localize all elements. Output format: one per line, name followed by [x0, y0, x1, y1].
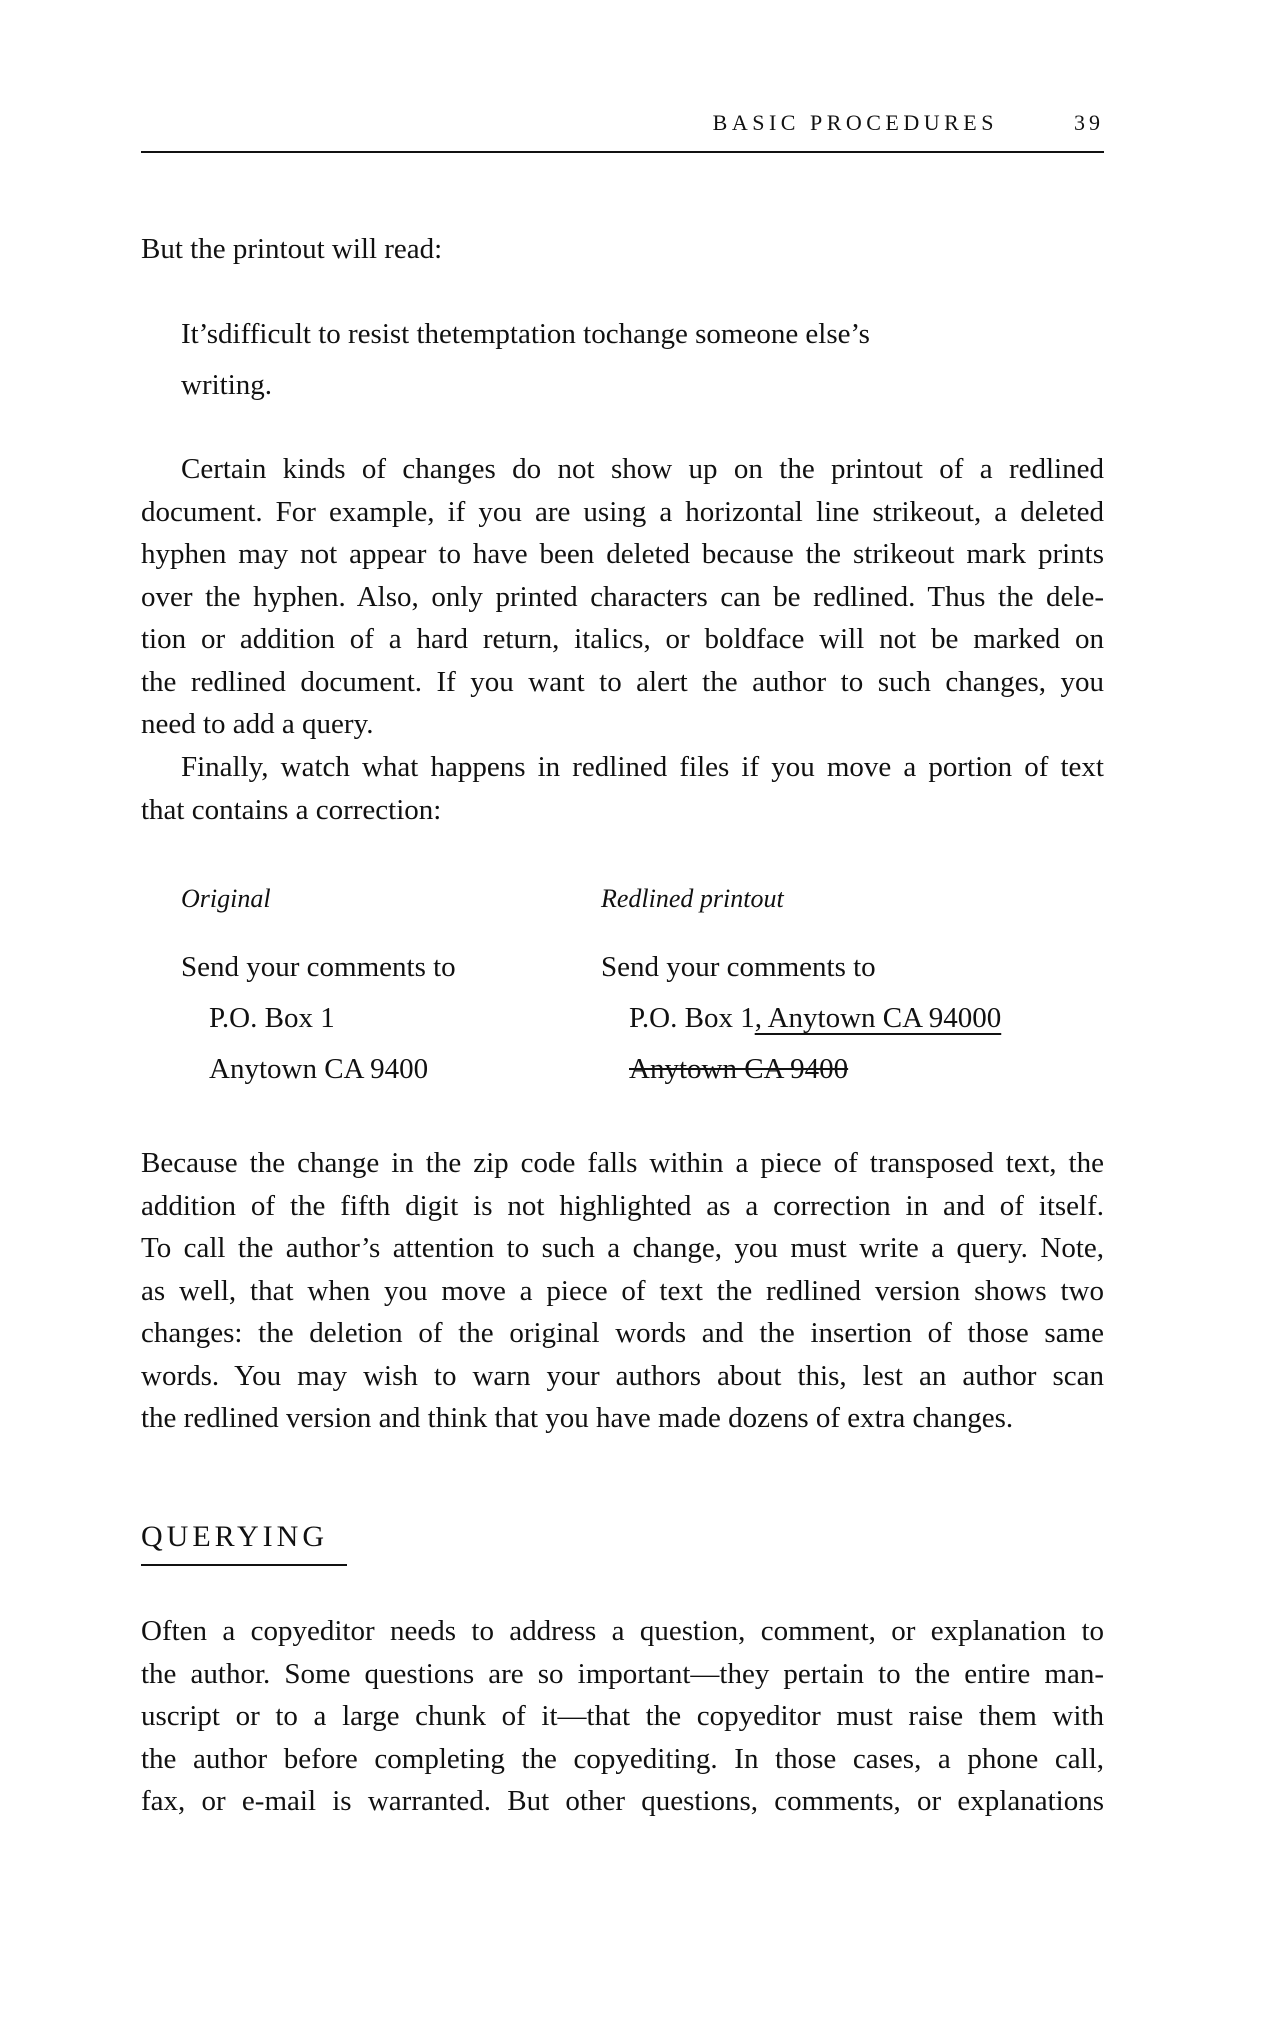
text-line: that contains a correction: — [141, 793, 442, 826]
intro-line: But the printout will read: — [141, 233, 443, 265]
text-line: the author. Some questions are so important—they pertain to the entire man- — [141, 1657, 1104, 1690]
address-line — [601, 1044, 1001, 1095]
printout-example — [181, 309, 1081, 411]
section-heading: QUERYING — [141, 1520, 328, 1553]
running-head — [141, 110, 1104, 140]
inserted-text: , Anytown CA 94000 — [754, 1002, 1002, 1034]
address-line: P.O. Box 1 — [209, 1002, 335, 1034]
original-address — [181, 942, 456, 1095]
text-line: Often a copyeditor needs to address a question, comment, or explanation to — [141, 1615, 1104, 1647]
text-line: uscript or to a large chunk of it—that the copyeditor must raise them with — [141, 1700, 1104, 1732]
text-line: changes: the deletion of the original words and the insertion of those same — [141, 1317, 1104, 1349]
text-line: the redlined document. If you want to alert the author to such changes, you — [141, 665, 1104, 698]
original-column-heading: Original — [181, 884, 271, 913]
paragraph-zip — [141, 1142, 1104, 1440]
text-line: To call the author’s attention to such a change, you must write a query. Note, — [141, 1232, 1104, 1264]
redlined-address — [601, 942, 1001, 1095]
text-line: the redlined version and think that you have made dozens of extra changes. — [141, 1402, 1014, 1434]
address-line: Anytown CA 9400 — [209, 1053, 429, 1085]
address-line: Send your comments to — [181, 951, 456, 983]
redlined-column-heading: Redlined printout — [601, 884, 784, 913]
text-line: Finally, watch what happens in redlined files if you move a portion of text — [181, 751, 1104, 783]
text-line: tion or addition of a hard return, italics, or boldface will not be marked on — [141, 623, 1104, 655]
text-line: Because the change in the zip code falls within a piece of transposed text, the — [141, 1147, 1104, 1179]
text-line: need to add a query. — [141, 708, 374, 740]
text-line: fax, or e-mail is warranted. But other questions, comments, or explanations — [141, 1785, 1104, 1817]
printout-line: It’sdifficult to resist thetemptation tochange someone else’s — [181, 318, 870, 350]
text-line: as well, that when you move a piece of text the redlined version shows two — [141, 1274, 1104, 1307]
text-line: Certain kinds of changes do not show up on the printout of a redlined — [181, 453, 1104, 485]
address-line: Send your comments to — [601, 951, 876, 983]
deleted-text: Anytown CA 9400 — [629, 1053, 849, 1085]
section-heading-rule — [141, 1564, 347, 1566]
paragraph-changes — [141, 448, 1104, 746]
text-line: document. For example, if you are using a horizontal line strikeout, a deleted — [141, 495, 1104, 528]
paragraph-finally — [141, 746, 1104, 831]
text-line: hyphen may not appear to have been deleted because the strikeout mark prints — [141, 538, 1104, 570]
text-line: over the hyphen. Also, only printed characters can be redlined. Thus the dele- — [141, 580, 1104, 613]
page-number: 39 — [1074, 110, 1104, 135]
running-head-title: BASIC PROCEDURES — [712, 110, 998, 135]
paragraph-querying — [141, 1610, 1104, 1823]
printout-line: writing. — [181, 369, 273, 401]
unchanged-text: P.O. Box 1 — [629, 1002, 755, 1034]
address-line — [601, 993, 1001, 1044]
header-rule — [141, 151, 1104, 153]
text-line: words. You may wish to warn your authors about this, lest an author scan — [141, 1359, 1104, 1392]
text-line: the author before completing the copyediting. In those cases, a phone call, — [141, 1742, 1104, 1775]
text-line: addition of the fifth digit is not highlighted as a correction in and of itself. — [141, 1189, 1104, 1222]
